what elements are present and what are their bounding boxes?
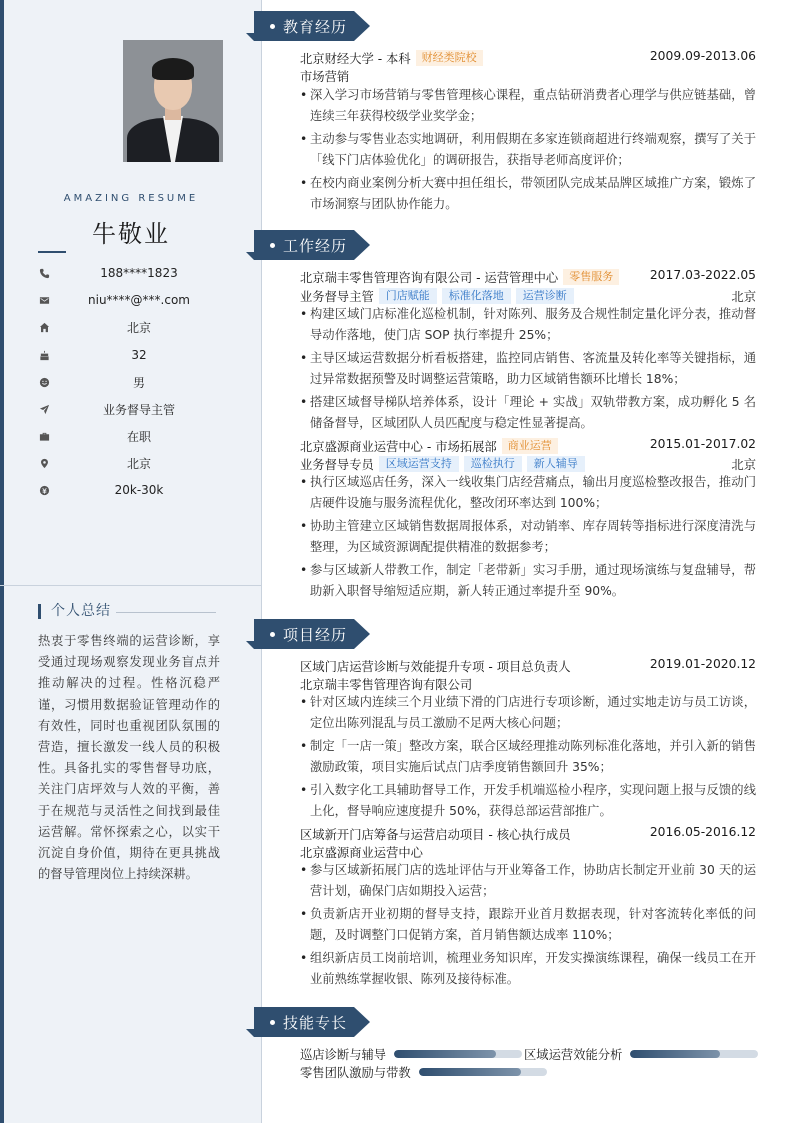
project-org: 北京瑞丰零售管理咨询有限公司 — [300, 678, 473, 692]
avatar — [123, 40, 223, 162]
role-tag: 巡检执行 — [464, 456, 522, 472]
skill-name: 区域运营效能分析 — [524, 1048, 623, 1062]
education-major-line — [300, 67, 756, 85]
work-role: 业务督导主管 — [300, 290, 374, 304]
skill-bar — [630, 1050, 758, 1058]
work-company: 北京瑞丰零售管理咨询有限公司 - 运营管理中心 — [300, 271, 559, 285]
candidate-name: 牛敬业 — [92, 220, 170, 248]
info-age: 32 — [38, 345, 248, 365]
work-role: 业务督导专员 — [300, 458, 374, 472]
work-city: 北京 — [731, 458, 756, 472]
info-phone: 188****1823 — [38, 263, 248, 283]
profile-panel — [0, 0, 262, 586]
resume-tagline: AMAZING RESUME — [63, 193, 199, 204]
project-bullet: • 负责新店开业初期的督导支持，跟踪开业首月数据表现，针对客流转化率低的问题，及时调整门口促销方案，首月销售额达成率 110%； — [300, 904, 756, 945]
project-date: 2019.01-2020.12 — [649, 657, 756, 671]
skill-item — [524, 1045, 758, 1063]
education-date: 2009.09-2013.06 — [649, 49, 756, 63]
skill-name: 巡店诊断与辅导 — [300, 1048, 387, 1062]
info-city: 北京 — [38, 317, 248, 337]
work-date: 2017.03-2022.05 — [649, 268, 756, 282]
work-header — [300, 268, 756, 286]
school-tag: 财经类院校 — [416, 50, 483, 66]
role-tag: 区域运营支持 — [379, 456, 459, 472]
work-tag: 零售服务 — [563, 269, 619, 285]
work-bullet: • 执行区域巡店任务，深入一线收集门店经营痛点，输出月度巡检整改报告，推动门店硬件设施与服务流程优化，整改闭环率达到 100%； — [300, 472, 756, 513]
summary-divider — [116, 612, 216, 613]
project-bullet: • 针对区域内连续三个月业绩下滑的门店进行专项诊断，通过实地走访与员工访谈，定位出陈列混乱与员工激励不足两大核心问题； — [300, 692, 756, 733]
role-tag: 门店赋能 — [379, 288, 437, 304]
project-bullet: • 参与区域新拓展门店的选址评估与开业筹备工作，协助店长制定开业前 30 天的运营计划，确保门店如期投入运营； — [300, 860, 756, 901]
name-divider — [38, 251, 66, 253]
summary-text: 热衷于零售终端的运营诊断，享受通过现场观察发现业务盲点并推动解决的过程。性格沉稳严谨，习惯用数据验证管理动作的有效性，同时也重视团队氛围的营造，擅长激发一线人员的积极性。具备扎实的零售督导功底，关注门店坪效与人效的平衡，善于在规范与灵活性之间找到最佳运营解。常怀探索之心，以实干沉淀自身价值，期待在更具挑战的督导管理岗位上持续深耕。 — [38, 634, 220, 882]
project-name: 区域新开门店筹备与运营启动项目 - 核心执行成员 — [300, 828, 571, 842]
work-role-line — [300, 287, 756, 305]
info-status: 在职 — [38, 426, 248, 446]
work-bullet: • 搭建区域督导梯队培养体系，设计「理论 + 实战」双轨带教方案，成功孵化 5 名储备督导，区域团队人员匹配度与稳定性显著提高。 — [300, 392, 756, 433]
school-name: 北京财经大学 - 本科 — [300, 52, 411, 66]
education-header — [300, 49, 756, 67]
info-email: niu****@***.com — [38, 290, 248, 310]
skill-bar-fill — [394, 1050, 496, 1058]
project-header — [300, 657, 756, 675]
section-work-title: 工作经历 — [283, 237, 348, 255]
section-skills-title: 技能专长 — [283, 1014, 348, 1032]
sidebar — [0, 0, 262, 1123]
skill-bar — [394, 1050, 522, 1058]
project-name: 区域门店运营诊断与效能提升专项 - 项目总负责人 — [300, 660, 571, 674]
skill-item — [300, 1045, 522, 1063]
info-expected-city: 北京 — [38, 453, 248, 473]
work-bullet: • 参与区域新人带教工作，制定「老带新」实习手册，通过现场演练与复盘辅导，帮助新入职督导缩短适应期，新人转正通过率提升至 90%。 — [300, 560, 756, 601]
project-bullet: • 引入数字化工具辅助督导工作，开发手机端巡检小程序，实现问题上报与反馈的线上化，督导响应速度提升 50%，获得总部运营部推广。 — [300, 780, 756, 821]
role-tag: 运营诊断 — [516, 288, 574, 304]
work-date: 2015.01-2017.02 — [649, 437, 756, 451]
skill-bar-fill — [630, 1050, 720, 1058]
work-city: 北京 — [731, 290, 756, 304]
work-bullet: • 协助主管建立区域销售数据周报体系，对动销率、库存周转等指标进行深度清洗与整理，为区域资源调配提供精准的数据参考； — [300, 516, 756, 557]
info-salary: 20k-30k — [38, 480, 248, 500]
project-bullet: • 制定「一店一策」整改方案，联合区域经理推动陈列标准化落地，并引入新的销售激励政策，项目实施后试点门店季度销售额回升 35%； — [300, 736, 756, 777]
work-tag: 商业运营 — [502, 438, 558, 454]
education-major: 市场营销 — [300, 70, 350, 84]
skill-bar — [419, 1068, 547, 1076]
work-company: 北京盛源商业运营中心 - 市场拓展部 — [300, 440, 497, 454]
skill-item — [300, 1063, 547, 1081]
project-bullet: • 组织新店员工岗前培训，梳理业务知识库，开发实操演练课程，确保一线员工在开业前熟练掌握收银、陈列及接待标准。 — [300, 948, 756, 989]
work-bullet: • 构建区域门店标准化巡检机制，针对陈列、服务及合规性制定量化评分表，推动督导动作落地，使门店 SOP 执行率提升 25%； — [300, 304, 756, 345]
skill-bar-fill — [419, 1068, 521, 1076]
project-org-line — [300, 843, 756, 861]
role-tag: 标准化落地 — [442, 288, 511, 304]
project-date: 2016.05-2016.12 — [649, 825, 756, 839]
section-projects-title: 项目经历 — [283, 626, 348, 644]
section-education-title: 教育经历 — [283, 18, 348, 36]
project-header — [300, 825, 756, 843]
role-tag: 新人辅导 — [527, 456, 585, 472]
project-org-line — [300, 675, 756, 693]
work-role-line — [300, 455, 756, 473]
skill-name: 零售团队激励与带教 — [300, 1066, 411, 1080]
summary-title: 个人总结 — [38, 604, 111, 619]
work-header — [300, 437, 756, 455]
info-position: 业务督导主管 — [38, 399, 248, 419]
info-gender: 男 — [38, 372, 248, 392]
project-org: 北京盛源商业运营中心 — [300, 846, 423, 860]
education-bullet: • 深入学习市场营销与零售管理核心课程，重点钻研消费者心理学与供应链基础，曾连续三年获得校级学业奖学金； — [300, 85, 756, 126]
work-bullet: • 主导区域运营数据分析看板搭建，监控同店销售、客流量及转化率等关键指标，通过异常数据预警及时调整运营策略，助力区域销售额环比增长 18%； — [300, 348, 756, 389]
education-bullet: • 在校内商业案例分析大赛中担任组长，带领团队完成某品牌区域推广方案，锻炼了市场洞察与团队协作能力。 — [300, 173, 756, 214]
education-bullet: • 主动参与零售业态实地调研，利用假期在多家连锁商超进行终端观察，撰写了关于「线下门店体验优化」的调研报告，获指导老师高度评价； — [300, 129, 756, 170]
